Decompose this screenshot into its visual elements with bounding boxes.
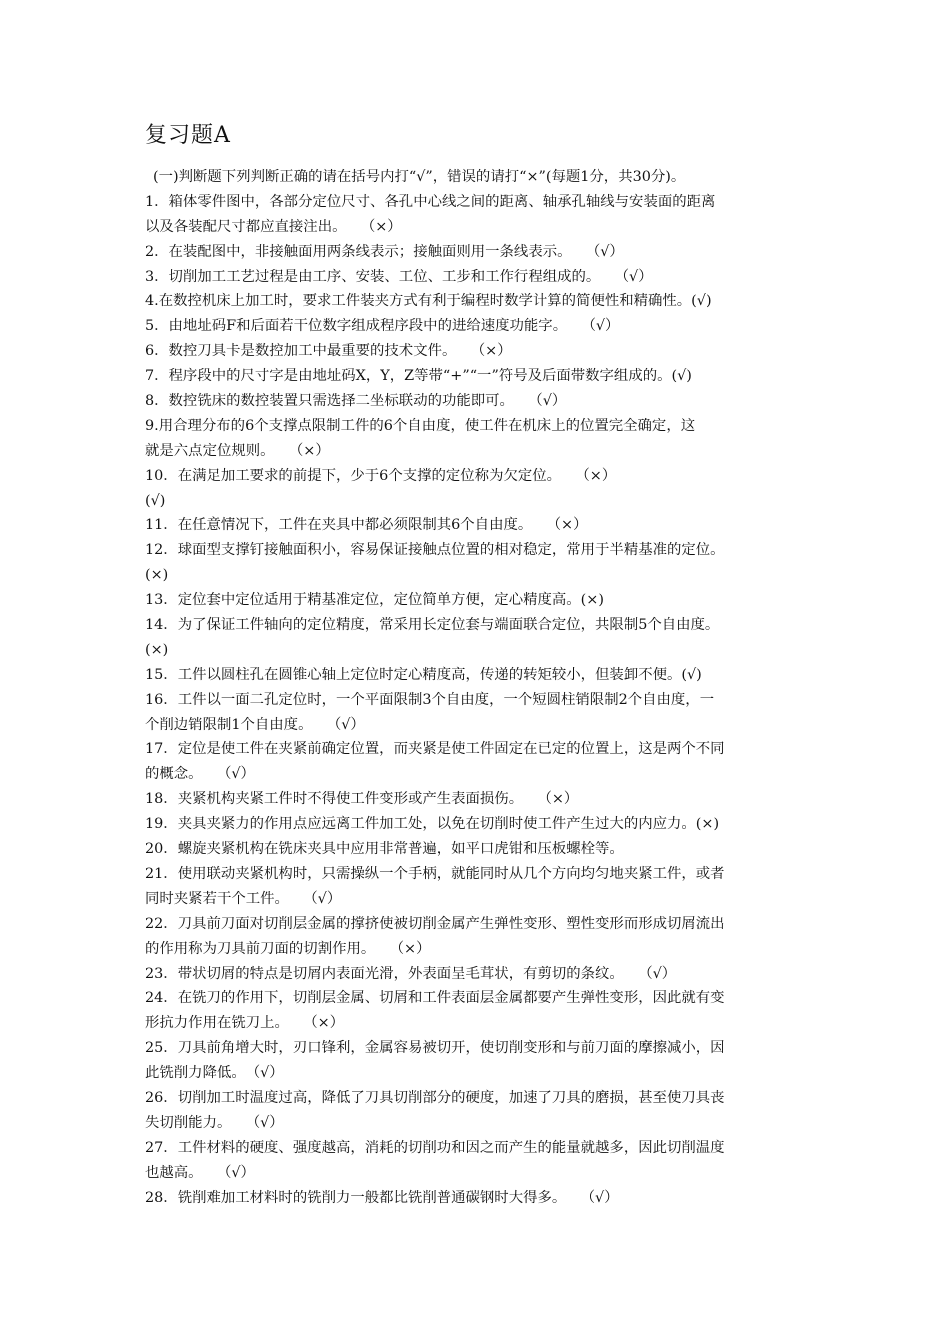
- question-line: 的概念。 （√）: [145, 766, 255, 783]
- question-line: 20．螺旋夹紧机构在铣床夹具中应用非常普遍，如平口虎钳和压板螺栓等。: [145, 841, 624, 858]
- question-line: 15．工件以圆柱孔在圆锥心轴上定位时定心精度高，传递的转矩较小，但装卸不便。(√): [145, 666, 702, 683]
- question-line: 22．刀具前刀面对切削层金属的撑挤使被切削金属产生弹性变形、塑性变形而形成切屑流出: [145, 915, 725, 932]
- question-line: 失切削能力。 （√）: [145, 1114, 284, 1131]
- question-line: 同时夹紧若干个工件。 （√）: [145, 890, 342, 907]
- question-line: 1．箱体零件图中，各部分定位尺寸、各孔中心线之间的距离、轴承孔轴线与安装面的距离: [145, 193, 716, 210]
- question-line: 8．数控铣床的数控装置只需选择二坐标联动的功能即可。 （√）: [145, 393, 567, 410]
- question-line: 5．由地址码F和后面若干位数字组成程序段中的进给速度功能字。 （√）: [145, 318, 620, 335]
- question-line: 此铣削力降低。 （√）: [145, 1065, 284, 1082]
- question-line: 13．定位套中定位适用于精基准定位，定位简单方便，定心精度高。(×): [145, 592, 604, 609]
- question-line: 17．定位是使工件在夹紧前确定位置，而夹紧是使工件固定在已定的位置上，这是两个不同: [145, 741, 725, 758]
- question-line: 9.用合理分布的6个支撑点限制工件的6个自由度，使工件在机床上的位置完全确定，这: [145, 417, 696, 434]
- question-line: 3．切削加工工艺过程是由工序、安装、工位、工步和工作行程组成的。 （√）: [145, 268, 653, 285]
- page-title: 复习题A: [145, 123, 231, 148]
- question-line: (×): [145, 641, 169, 658]
- question-line: (×): [145, 567, 169, 584]
- question-line: 6．数控刀具卡是数控加工中最重要的技术文件。 （×）: [145, 343, 512, 360]
- question-line: 21．使用联动夹紧机构时，只需操纵一个手柄，就能同时从几个方向均匀地夹紧工件，或者: [145, 865, 725, 882]
- question-line: 28．铣削难加工材料时的铣削力一般都比铣削普通碳钢时大得多。 （√）: [145, 1189, 619, 1206]
- question-lines: [145, 165, 815, 1210]
- question-line: 10．在满足加工要求的前提下，少于6个支撑的定位称为欠定位。 （×）: [145, 467, 617, 484]
- question-line: 7．程序段中的尺寸字是由地址码X，Y，Z等带“+”“一”符号及后面带数字组成的。(√): [145, 368, 692, 385]
- question-line: 18．夹紧机构夹紧工件时不得使工件变形或产生表面损伤。 （×）: [145, 791, 579, 808]
- question-line: 以及各装配尺寸都应直接注出。 （×）: [145, 218, 402, 235]
- question-line: 形抗力作用在铣刀上。 （×）: [145, 1015, 345, 1032]
- question-line: 14．为了保证工件轴向的定位精度，常采用长定位套与端面联合定位，共限制5个自由度。: [145, 617, 720, 634]
- question-line: 11．在任意情况下，工件在夹具中都必须限制其6个自由度。 （×）: [145, 517, 588, 534]
- question-line: 也越高。 （√）: [145, 1164, 255, 1181]
- question-line: 25．刀具前角增大时，刃口锋利，金属容易被切开，使切削变形和与前刀面的摩擦减小，因: [145, 1040, 725, 1057]
- question-line: (√): [145, 492, 166, 509]
- question-line: 27．工件材料的硬度、强度越高，消耗的切削功和因之而产生的能量就越多，因此切削温度: [145, 1139, 725, 1156]
- question-line: 24．在铣刀的作用下，切削层金属、切屑和工件表面层金属都要产生弹性变形，因此就有变: [145, 990, 725, 1007]
- question-line: 23．带状切屑的特点是切屑内表面光滑，外表面呈毛茸状，有剪切的条纹。 （√）: [145, 965, 677, 982]
- question-line: 12．球面型支撑钉接触面积小，容易保证接触点位置的相对稳定，常用于半精基准的定位。: [145, 542, 725, 559]
- question-line: 的作用称为刀具前刀面的切割作用。 （×）: [145, 940, 431, 957]
- question-line: 16．工件以一面二孔定位时，一个平面限制3个自由度，一个短圆柱销限制2个自由度，一: [145, 691, 715, 708]
- question-line: 个削边销限制1个自由度。 （√）: [145, 716, 365, 733]
- question-line: 就是六点定位规则。 （×）: [145, 442, 330, 459]
- question-line: 26．切削加工时温度过高，降低了刀具切削部分的硬度，加速了刀具的磨损，甚至使刀具丧: [145, 1089, 725, 1106]
- section-instruction: (一)判断题下列判断正确的请在括号内打“√”，错误的请打“×”(每题1分，共30分)。: [153, 169, 686, 185]
- question-line: 19．夹具夹紧力的作用点应远离工件加工处，以免在切削时使工件产生过大的内应力。(×): [145, 816, 720, 833]
- question-line: 4.在数控机床上加工时，要求工件装夹方式有利于编程时数学计算的简便性和精确性。(√): [145, 293, 712, 310]
- question-line: 2．在装配图中，非接触面用两条线表示；接触面则用一条线表示。 （√）: [145, 243, 624, 260]
